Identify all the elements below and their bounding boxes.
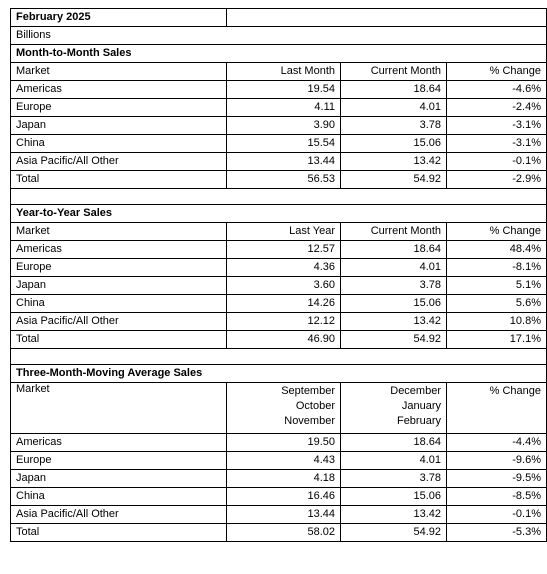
value-cell: 15.06 [341,295,447,313]
value-cell: 3.90 [227,117,341,135]
market-cell: Europe [11,452,227,470]
sales-report-table [10,8,547,542]
market-cell: Europe [11,259,227,277]
spacer-cell [11,189,547,205]
value-cell: 13.44 [227,153,341,171]
value-cell: 3.60 [227,277,341,295]
table-row [11,117,547,135]
spacer-row [11,349,547,365]
change-cell: -9.5% [447,470,547,488]
change-cell: -8.5% [447,488,547,506]
value-cell: 56.53 [227,171,341,189]
column-header-previous-months [227,383,341,434]
section-heading-row [11,45,547,63]
value-cell: 18.64 [341,81,447,99]
section-heading-row [11,365,547,383]
month-label: September [281,385,335,397]
title-row [11,9,547,27]
section-heading: Month-to-Month Sales [11,45,547,63]
value-cell: 3.78 [341,277,447,295]
market-cell: China [11,488,227,506]
total-row [11,524,547,542]
market-cell: China [11,295,227,313]
value-cell: 54.92 [341,524,447,542]
month-label: December [390,385,441,397]
value-cell: 18.64 [341,241,447,259]
column-header: Last Year [227,223,341,241]
column-header-row [11,223,547,241]
value-cell: 4.11 [227,99,341,117]
spacer-row [11,189,547,205]
market-cell: Europe [11,99,227,117]
market-cell: Total [11,524,227,542]
table-row [11,488,547,506]
market-cell: Asia Pacific/All Other [11,506,227,524]
table-row [11,470,547,488]
change-cell: 5.6% [447,295,547,313]
change-cell: -0.1% [447,506,547,524]
change-cell: -4.6% [447,81,547,99]
table-row [11,434,547,452]
market-cell: Americas [11,81,227,99]
table-row [11,259,547,277]
change-cell: -3.1% [447,117,547,135]
unit-row [11,27,547,45]
market-cell: Japan [11,277,227,295]
column-header: % Change [447,223,547,241]
value-cell: 3.78 [341,117,447,135]
section-heading: Year-to-Year Sales [11,205,547,223]
value-cell: 19.50 [227,434,341,452]
month-label: October [295,400,335,412]
table-row [11,506,547,524]
value-cell: 13.42 [341,506,447,524]
month-label: November [284,415,335,427]
column-header: Current Month [341,63,447,81]
value-cell: 13.42 [341,153,447,171]
change-cell: 5.1% [447,277,547,295]
column-header: Market [11,383,227,434]
value-cell: 4.01 [341,99,447,117]
value-cell: 3.78 [341,470,447,488]
value-cell: 54.92 [341,331,447,349]
column-header: Market [11,63,227,81]
value-cell: 19.54 [227,81,341,99]
change-cell: 17.1% [447,331,547,349]
table-row [11,99,547,117]
change-cell: -0.1% [447,153,547,171]
value-cell: 18.64 [341,434,447,452]
total-row [11,171,547,189]
table-row [11,295,547,313]
change-cell: -9.6% [447,452,547,470]
market-cell: Japan [11,470,227,488]
section-heading-row [11,205,547,223]
market-cell: China [11,135,227,153]
value-cell: 4.36 [227,259,341,277]
market-cell: Americas [11,241,227,259]
column-header-row [11,63,547,81]
change-cell: -3.1% [447,135,547,153]
column-header: Market [11,223,227,241]
column-header: Last Month [227,63,341,81]
market-cell: Japan [11,117,227,135]
spacer-cell [11,349,547,365]
table-row [11,313,547,331]
table-row [11,277,547,295]
column-header-current-months [341,383,447,434]
value-cell: 12.12 [227,313,341,331]
change-cell: 48.4% [447,241,547,259]
table-row [11,241,547,259]
section-heading: Three-Month-Moving Average Sales [11,365,547,383]
column-header-row [11,383,547,434]
column-header: % Change [447,63,547,81]
column-header: % Change [447,383,547,434]
value-cell: 46.90 [227,331,341,349]
change-cell: -4.4% [447,434,547,452]
change-cell: 10.8% [447,313,547,331]
value-cell: 4.01 [341,452,447,470]
value-cell: 13.42 [341,313,447,331]
value-cell: 15.06 [341,135,447,153]
value-cell: 4.43 [227,452,341,470]
unit-label: Billions [11,27,547,45]
value-cell: 15.06 [341,488,447,506]
value-cell: 14.26 [227,295,341,313]
value-cell: 58.02 [227,524,341,542]
change-cell: -5.3% [447,524,547,542]
market-cell: Total [11,331,227,349]
table-row [11,153,547,171]
value-cell: 12.57 [227,241,341,259]
month-label: February [396,415,441,427]
title-row-blank [227,9,547,27]
value-cell: 54.92 [341,171,447,189]
column-header: Current Month [341,223,447,241]
value-cell: 13.44 [227,506,341,524]
month-label: January [401,400,441,412]
value-cell: 4.01 [341,259,447,277]
report-title: February 2025 [11,9,227,27]
market-cell: Asia Pacific/All Other [11,313,227,331]
market-cell: Americas [11,434,227,452]
change-cell: -2.9% [447,171,547,189]
table-row [11,135,547,153]
table-row [11,452,547,470]
market-cell: Total [11,171,227,189]
change-cell: -2.4% [447,99,547,117]
value-cell: 16.46 [227,488,341,506]
total-row [11,331,547,349]
value-cell: 4.18 [227,470,341,488]
change-cell: -8.1% [447,259,547,277]
value-cell: 15.54 [227,135,341,153]
table-row [11,81,547,99]
market-cell: Asia Pacific/All Other [11,153,227,171]
